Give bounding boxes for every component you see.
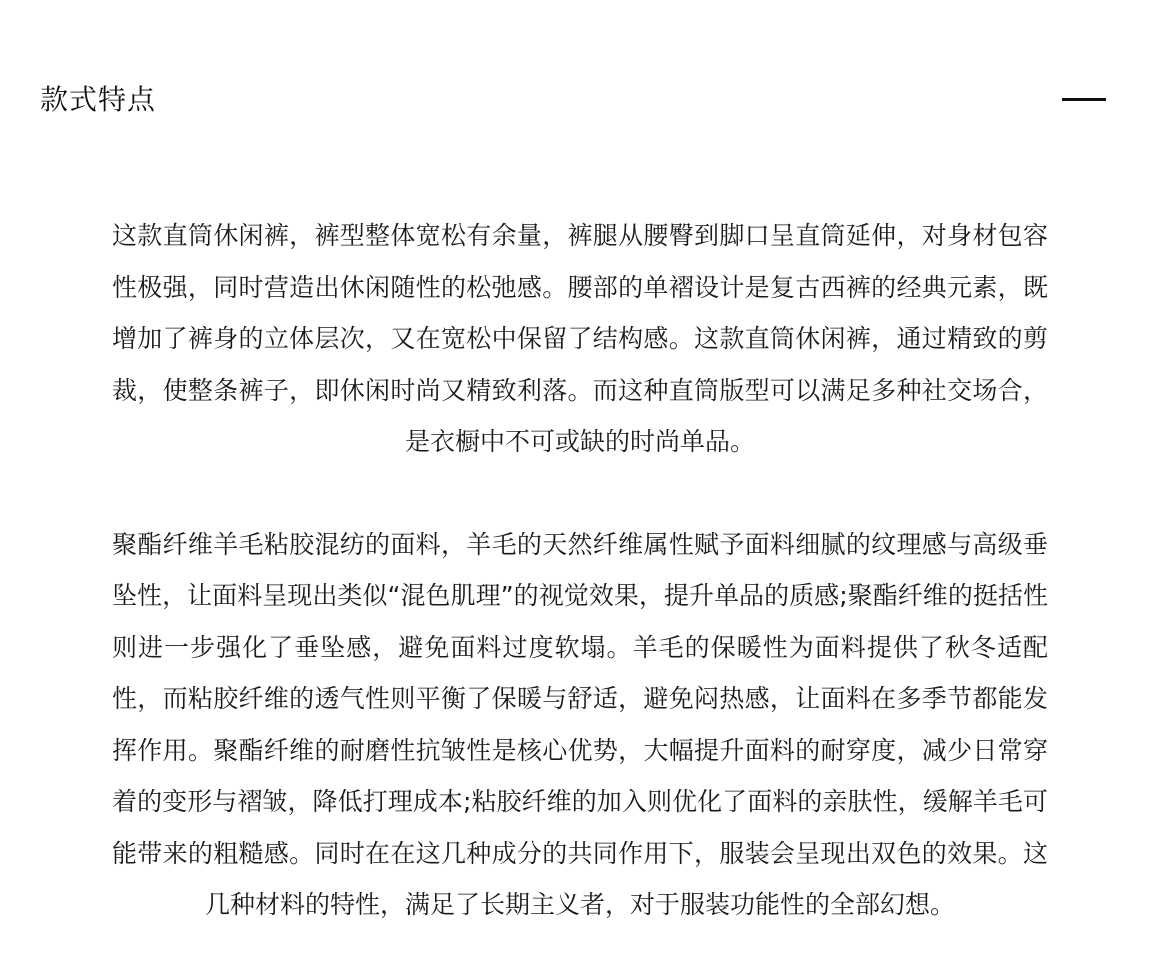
description-body	[112, 210, 1048, 931]
style-description-paragraph: 这款直筒休闲裤，裤型整体宽松有余量，裤腿从腰臀到脚口呈直筒延伸，对身材包容性极强，同时营造出休闲随性的松弛感。腰部的单褶设计是复古西裤的经典元素，既增加了裤身的立体层次，又在宽松中保留了结构感。这款直筒休闲裤，通过精致的剪裁，使整条裤子，即休闲时尚又精致利落。而这种直筒版型可以满足多种社交场合，是衣橱中不可或缺的时尚单品。	[112, 221, 1048, 456]
collapse-toggle-button[interactable]	[1052, 78, 1116, 122]
minus-icon	[1062, 98, 1106, 101]
section-header	[0, 0, 1160, 200]
section-title: 款式特点	[40, 83, 157, 116]
fabric-description-paragraph: 聚酯纤维羊毛粘胶混纺的面料，羊毛的天然纤维属性赋予面料细腻的纹理感与高级垂坠性，让面料呈现出类似“混色肌理”的视觉效果，提升单品的质感;聚酯纤维的挺括性则进一步强化了垂坠感，避免面料过度软塌。羊毛的保暖性为面料提供了秋冬适配性，而粘胶纤维的透气性则平衡了保暖与舒适，避免闷热感，让面料在多季节都能发挥作用。聚酯纤维的耐磨性抗皱性是核心优势，大幅提升面料的耐穿度，减少日常穿着的变形与褶皱，降低打理成本;粘胶纤维的加入则优化了面料的亲肤性，缓解羊毛可能带来的粗糙感。同时在在这几种成分的共同作用下，服装会呈现出双色的效果。这几种材料的特性，满足了长期主义者，对于服装功能性的全部幻想。	[112, 529, 1048, 919]
